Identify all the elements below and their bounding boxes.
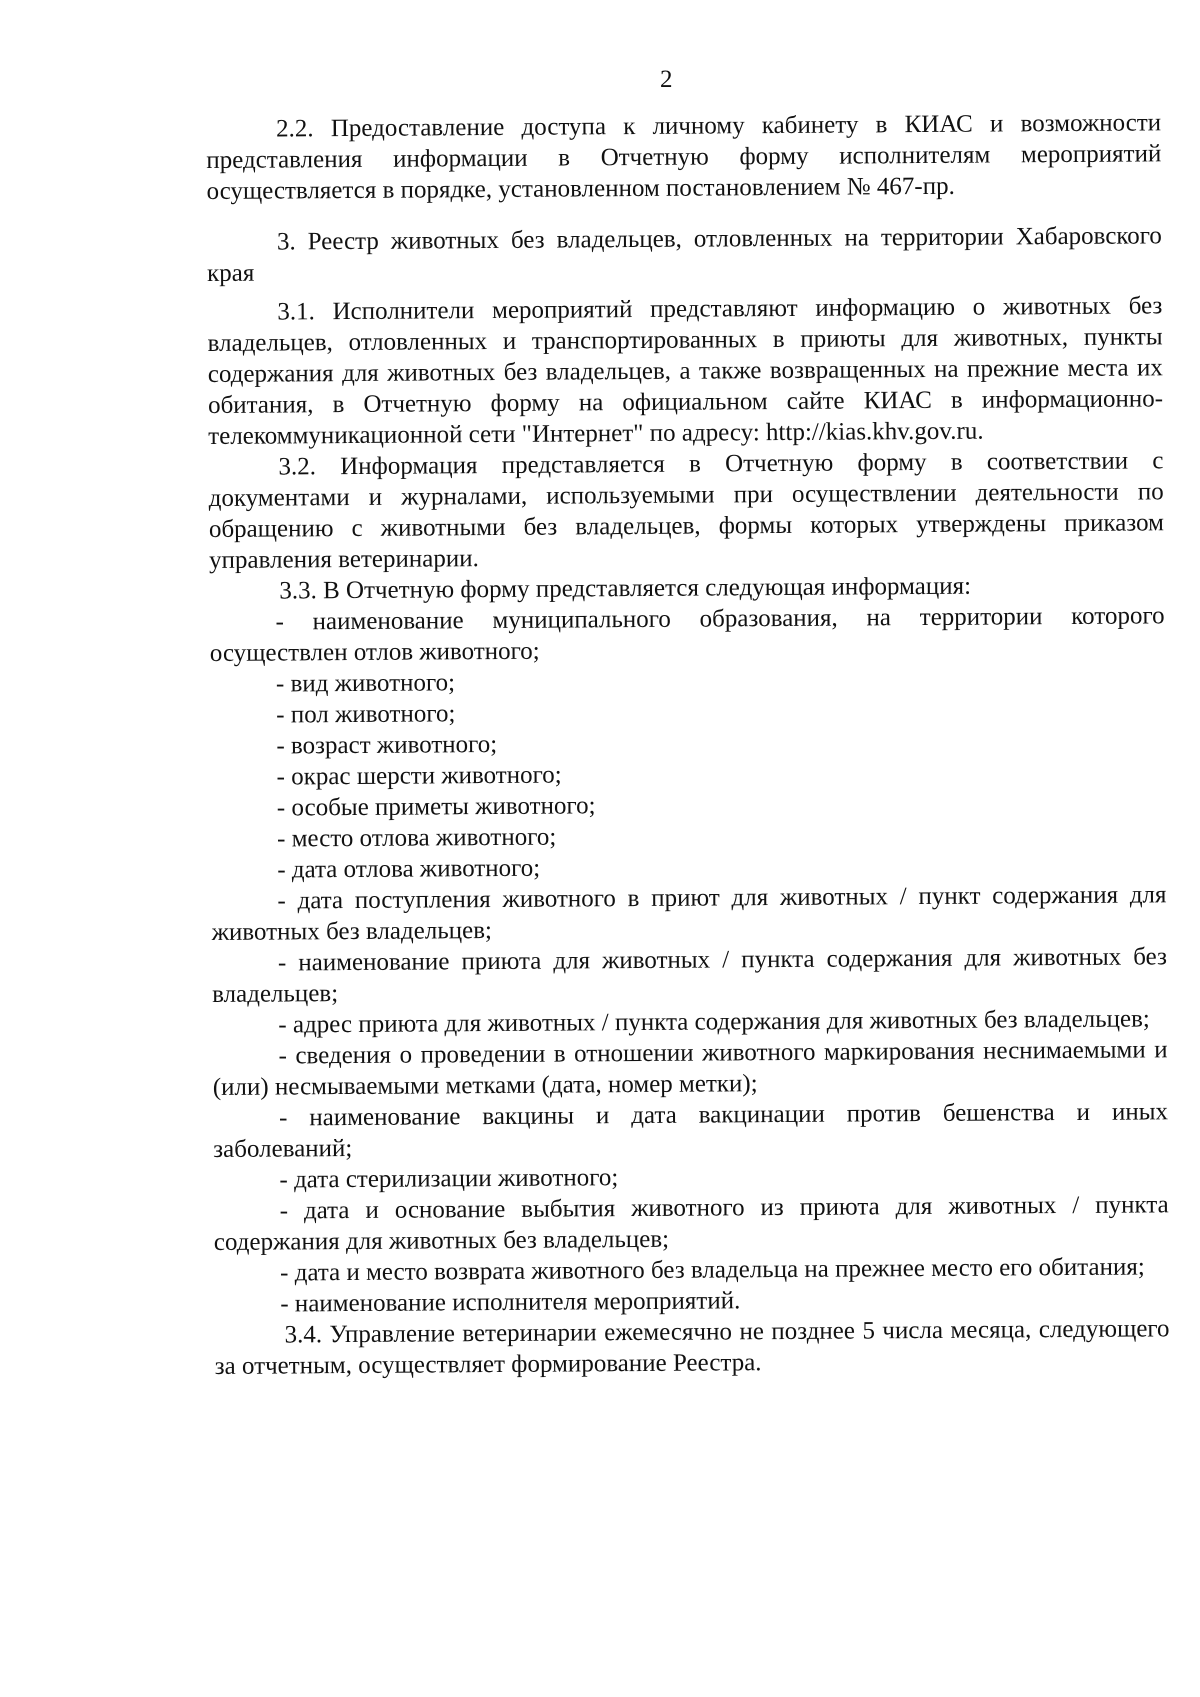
list-item: - место отлова животного; xyxy=(276,823,557,853)
list-item: - наименование вакцины и дата вакцинации против бешенства и иных заболеваний; xyxy=(213,1098,1169,1163)
paragraph-3-3: 3.3. В Отчетную форму представляется следующая информация: xyxy=(279,572,972,605)
list-item: - возраст животного; xyxy=(276,730,498,760)
document-body xyxy=(206,107,1170,1382)
paragraph-2-2: 2.2. Предоставление доступа к личному кабинету в КИАС и возможности представления информации в Отчетную форму исполнителям мероприятий осуществляется в порядке, установленном постановлением № 467-пр. xyxy=(206,109,1162,205)
list-item: - дата поступления животного в приют для животных / пункт содержания для животных без владельцев; xyxy=(211,881,1167,946)
list-item: - пол животного; xyxy=(276,700,456,729)
list-item: - окрас шерсти животного; xyxy=(276,761,562,791)
list-item: - вид животного; xyxy=(275,669,456,698)
list-item: - наименование муниципального образования, на территории которого осуществлен отлов животного; xyxy=(209,602,1165,667)
list-item: - дата стерилизации животного; xyxy=(279,1164,619,1194)
paragraph-3-1: 3.1. Исполнители мероприятий представляют информацию о животных без владельцев, отловленных и транспортированных в приюты для животных, пункты содержания для животных без владельцев, а также возвращенных на прежние места их обитания, в Отчетную форму на официальном сайте КИАС в информационно-телекоммуникационной сети "Интернет" по адресу: http://kias.khv.gov.ru. xyxy=(207,292,1164,450)
page-number: 2 xyxy=(660,66,673,93)
section-3-heading: 3. Реестр животных без владельцев, отловленных на территории Хабаровского края xyxy=(207,222,1162,287)
list-item: - дата отлова животного; xyxy=(277,854,541,884)
list-item: - адрес приюта для животных / пункта содержания для животных без владельцев; xyxy=(278,1005,1150,1039)
list-item: - наименование исполнителя мероприятий. xyxy=(280,1287,741,1318)
list-item: - наименование приюта для животных / пункта содержания для животных без владельцев; xyxy=(212,943,1168,1008)
paragraph-3-2: 3.2. Информация представляется в Отчетную форму в соответствии с документами и журналами, используемыми при осуществлении деятельности по обращению с животными без владельцев, формы которых утверждены приказом управления ветеринарии. xyxy=(208,447,1164,574)
list-item: - особые приметы животного; xyxy=(276,792,596,822)
paragraph-3-4: 3.4. Управление ветеринарии ежемесячно не позднее 5 числа месяца, следующего за отчетным, осуществляет формирование Реестра. xyxy=(214,1315,1170,1380)
list-item: - сведения о проведении в отношении животного маркирования неснимаемыми и (или) несмываемыми метками (дата, номер метки); xyxy=(212,1036,1168,1101)
list-item: - дата и место возврата животного без владельца на прежнее место его обитания; xyxy=(279,1253,1145,1287)
list-item: - дата и основание выбытия животного из приюта для животных / пункта содержания для животных без владельцев; xyxy=(213,1191,1169,1256)
